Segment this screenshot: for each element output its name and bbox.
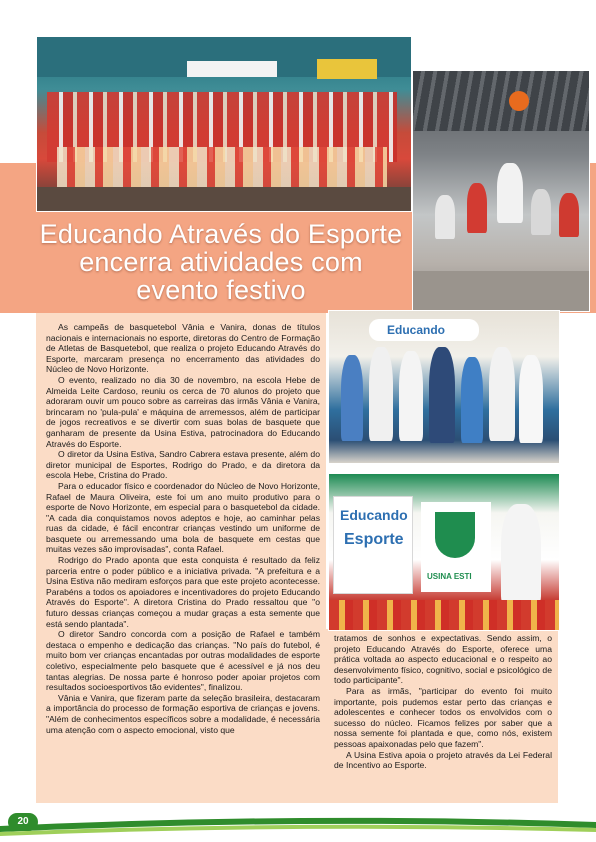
player-red <box>559 193 579 237</box>
article-paragraph: O diretor da Usina Estiva, Sandro Cabrera estava presente, além do diretor municipal de Esportes, Rodrigo do Prado, e da diretora da escola Hebe, Cristina do Prado. <box>46 449 320 481</box>
usina-logo-icon <box>435 512 475 558</box>
roof-structure <box>413 71 589 131</box>
floor <box>37 187 411 211</box>
person <box>429 347 455 443</box>
article-column-right <box>334 633 552 771</box>
article-paragraph: Para as irmãs, "participar do evento foi muito importante, pois pudemos estar perto das crianças e adolescentes e conhecer todos os envolvidos com o sucesso do núcleo. Ficamos felizes por saber que a nossa semente foi plantada e que, como nós, existem pessoas apaixonadas pelo que fazem". <box>334 685 552 749</box>
footer-swoosh <box>0 808 596 842</box>
article-paragraph: O diretor Sandro concorda com a posição de Rafael e também destaca o empenho e dedicação das crianças. "No país do futebol, é muito bom ver crianças encantadas por outras modalidades de esporte coletivo, especialmente pelo basquete que é acessível e já nos deu tantas alegrias. De nossa parte é honroso poder apoiar projetos com resultados socioesportivos tão evidentes", finalizou. <box>46 629 320 693</box>
person <box>369 347 393 441</box>
person <box>399 351 423 441</box>
person <box>341 355 363 441</box>
person <box>489 347 515 441</box>
logo-board <box>421 502 491 592</box>
article-paragraph: A Usina Estiva apoia o projeto através da Lei Federal de Incentivo ao Esporte. <box>334 749 552 771</box>
article-paragraph: O evento, realizado no dia 30 de novembro, na escola Hebe de Almeida Leite Cardoso, reuniu os cerca de 70 alunos do projeto que adoraram ouvir um pouco sobre as carreiras das irmãs Vânia e Vanira, brincaram no 'pula-pula' e máquina de arremessos, além de participar de jogos recreativos e se divertir com suas bolas de basquete que ganharam de presente da Usina Estiva, patrocinadora do Educando Através do Esporte. <box>46 374 320 449</box>
poster-sign <box>317 59 377 79</box>
article-column-left <box>46 322 320 735</box>
person <box>461 357 483 443</box>
player-white <box>497 163 523 223</box>
basketball-ball <box>509 91 529 111</box>
banner-text: Educando <box>387 323 446 337</box>
photo-group-children <box>36 36 412 212</box>
article-title-box <box>36 220 406 306</box>
article-paragraph: Vânia e Vanira, que fizeram parte da seleção brasileira, destacaram a importância do processo de formação esportiva de crianças e jovens. "Além de conhecimentos específicos sobre a modalidade, é necessária uma atenção com o aspecto emocional, visto que <box>46 692 320 735</box>
sign-board <box>333 496 413 594</box>
article-paragraph: tratamos de sonhos e expectativas. Sendo assim, o projeto Educando Através do Esporte, oferece uma prática voltada ao aspecto educacional e o respeito ao desenvolvimento físico, cognitivo, social e psicológico de todo participante". <box>334 633 552 686</box>
gift-bags <box>57 147 387 187</box>
article-paragraph: As campeãs de basquetebol Vânia e Vanira, donas de títulos nacionais e internacionais no esporte, diretoras do Centro de Formação de Atletas de Basquetebol, que realiza o projeto Educando Através do Esporte, marcaram presença no encerramento das atividades do Núcleo de Novo Horizonte. <box>46 322 320 375</box>
court-floor <box>413 271 589 311</box>
photo-basketball-court <box>412 70 590 312</box>
player-red <box>467 183 487 233</box>
banner-educando <box>369 319 479 341</box>
photo-officials-group <box>328 310 560 464</box>
player-child <box>435 195 455 239</box>
logo-text: USINA ESTI <box>427 572 472 581</box>
article-title: Educando Através do Esporte encerra atividades com evento festivo <box>39 219 403 305</box>
sign-text-esporte: Esporte <box>344 531 404 548</box>
speaker-woman <box>501 504 541 604</box>
person <box>519 355 543 443</box>
player-child <box>531 189 551 235</box>
photo-speaker <box>328 473 560 631</box>
sign-text-educando: Educando <box>340 507 408 523</box>
gift-bags <box>329 600 559 630</box>
banner-sign <box>187 61 277 77</box>
page-number: 20 <box>8 813 38 831</box>
article-paragraph: Para o educador físico e coordenador do Núcleo de Novo Horizonte, Rafael de Maura Oliveira, este foi um ano muito produtivo para o esporte de Novo Horizonte, em especial para o basquetebol da cidade. "A cada dia conquistamos novos adeptos e hoje, ao caminhar pelas ruas da cidade, é fácil encontrar crianças vestindo um uniforme de basquete ou arremessando uma bola de basquete em cestas que muitas vezes são improvisadas", conta Rafael. <box>46 480 320 555</box>
article-paragraph: Rodrigo do Prado aponta que esta conquista é resultado da feliz parceria entre o poder público e a iniciativa privada. "A prefeitura e a Usina Estiva não mediram esforços para que este projeto acontecesse. Parabéns a todos os apoiadores e incentivadores do projeto Educando Através do Esporte". A diretora Cristina do Prado ressaltou que "o futuro dessas crianças começou a mudar graças a esta semente que está sendo plantada". <box>46 555 320 629</box>
